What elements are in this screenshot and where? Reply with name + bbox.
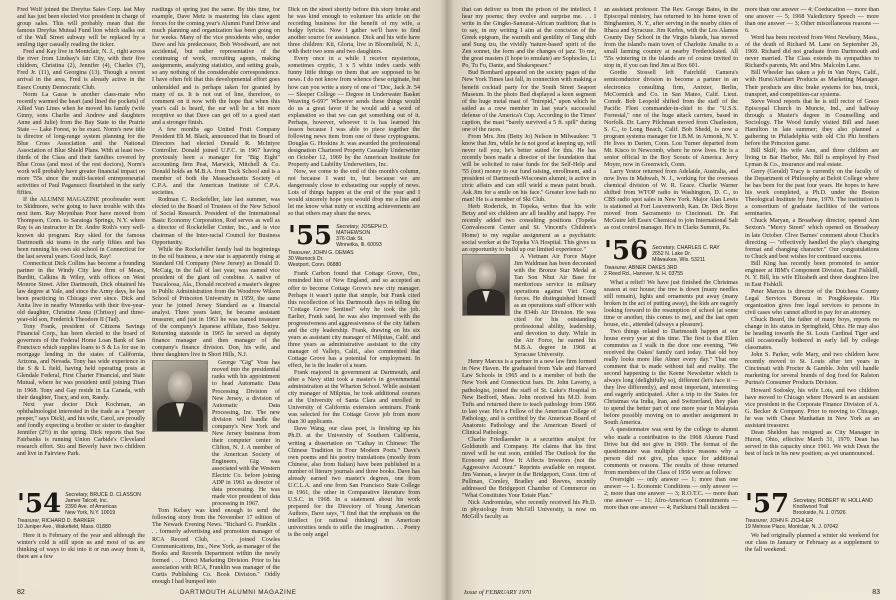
paragraph: Henry Marcus is a partner in a new law firm formed in New Haven. He graduated from Yale and Harvard Law Schools in 1965 and is a member of both the New York and Connecticut bars. Dr. John Laverty, a pathologist, joined the staff of St. Luke's Hospital in New Bedford, Mass. John received his M.D. from Tufts and returned there to teach pathology from 1966 to last year. He's a Fellow of the American College of Pathology, and is certified by the American Board of Anatomic Pathology and the American Board of Clinical Pathology. bbox=[462, 359, 596, 436]
paragraph: Larry Yestor returned from Adelaide, Australia, and now lives in Mahwah, N. J., working for the overseas chemical division of W. R. Grace. Charlie Warner shifted from WTOP radio in Washington, D. C., to CBS radio spot sales in New York. Major Alan Lewis is stationed at Fort Leavenworth, Kan. Dr. Dick Boye moved from Sacramento to Cincinnati. Dr. Pat McGuire left Essex Chemical to join International Salt as cost control manager. He's in Clarks Summit, Pa. bbox=[604, 169, 738, 232]
paragraph: Chuck Beard, the father of many boys, reports no change in his status in Springfield, Ohio. He may also be heading towards the St. Louis Cardinal Tiger and still occasionally bothered in early fall by college classmates. bbox=[745, 317, 879, 352]
page-number: 82 bbox=[17, 589, 25, 596]
paragraph: Gordie Stossell left Fairchild Camera's semiconductor division to become a partner in an electronics consulting firm, Anixter, Berlin, McCormick and Co. in San Mateo, Calif. Lieut. Comdr. Bob Leopold shifted from the staff of the Pacific Fleet commander-in-chief to the "U.S.S. Forrestal," one of the huge attack carriers, based in Norfolk. Dr. Larry Pilchman moved from Charleston, S. C., to Long Beach, Calif. Bob Shedd, is now a program systems manager for I.B.M. in Armonk, N. Y. He lives in Darien, Conn. Lou Turner departed from Mt. Kisco to Newcomb, where he now lives. He is a senior official in the Boy Scouts of America. Jerry Moyer, now in Greenwich, Conn. bbox=[604, 70, 738, 169]
address-line: Milwaukee, Wis. 53211 bbox=[652, 256, 706, 263]
right-column-2 bbox=[604, 7, 738, 592]
class-treasurer-info bbox=[17, 518, 145, 530]
address-line: James Talcott, Inc. bbox=[65, 498, 109, 504]
treasurer-address: 10 Juniper Ave., Wakefield, Mass. 01880 bbox=[17, 524, 111, 530]
paragraph: Norm La Gasse is another class-mate who recently warmed the heart (and lined the pockets) of Allied Van Lines when he moved his family (wife Ginny, sons Charlie and Andrew and daughters Anne and Julie) from the Bay State to the Prairie State — Lake Forest, to be exact. Norm's new title is director of long-range system planning for the Blue Cross Association and the National Association of Blue Shield Plans. With at least two-thirds of the Class and their families covered by Blue Cross (and most of the rest doctors), Norm's work will probably have greater financial impact on more '55s since the multi-faceted entrepreneurial activities of Paul Paganucci flourished in the early fifties. bbox=[17, 91, 145, 197]
portrait-photo bbox=[152, 360, 208, 432]
paragraph: Dave Wang, our class poet, is finishing up his Ph.D. at the University of Southern California, writing a dissertation on "Cathay in Chinese: The Chinese Tradition in Four Modern Poets." Dave's own poems and his poetry translations (mostly from Chinese, also from Italian) have been published in a number of literary journals and three books. Dave has already earned two master's degrees, one from U.C.L.A. and one from San Francisco State College in 1961, the other in Comparative literature from U.S.C. in 1968. In a statement about his work prepared for the Directory of Young American Authors, Dave says, "I find that the emphasis on the intellect (or rational thinking) in American universities tends to stifle the imagination. . . Poetry is the only angel bbox=[288, 426, 420, 539]
paragraph: Tony Frank, president of Citizens Savings Financial Corp., has been elected to the board of governors of the Federal Home Loan Bank of San Francisco which supplies loans to S & Ls for use in mortgage lending in the states of California, Arizona, and Nevada. Tony has wide experience in the S & L field, having held operating posts at Glendale Federal, First Charter Financial, and State Mutual, where he was president until joining Titan in 1968. Tony and Gay reside in La Canada, with their daughter, Tracy, and son, Randy. bbox=[17, 324, 145, 401]
paragraph: Bud Bombard appeared on the society pages of the New York Times last fall, in connection with making a benefit cocktail party for the South Street Seaport Museum. In the photo Bud displayed a keen segment of the huge metal mast of "Intrepid," upon which he sailed as a crew member in last year's successful defense of the America's Cup. According to the Times' caption, the mast "barely survived a 5 ft. spill" during one of the races. bbox=[462, 70, 596, 133]
secretary-name: JOSEPH D. MATHEWSON bbox=[336, 224, 389, 237]
secretary-name: BRUCE D. CLASSON bbox=[89, 492, 141, 498]
secretary-name: ROBERT W. HOLLAND bbox=[817, 498, 873, 504]
class-header bbox=[745, 490, 879, 519]
secretary-name: CHARLES C. RAY bbox=[676, 244, 720, 251]
paragraph: Word has been received from West Newbury, Mass., of the death of Richard M. Lane on September 26, 1969. Richard did not graduate from Dartmouth and never married. The Class extends its sympathies to Richard's parents, Mr. and Mrs. Malcolm Lane. bbox=[745, 35, 879, 70]
face-shape bbox=[476, 262, 496, 290]
paragraph: Frank majored in government at Dartmouth, and after a Navy stint took a master's in governmental administration at the Wharton School. While assistant city manager of Milpitas, he took additional courses at the University of Santa Clara and enrolled in University of California extension seminars. Frank was selected for the Cottage Grove job from more than 30 applicants. bbox=[288, 370, 420, 426]
class-secretary-info bbox=[336, 224, 420, 248]
class-year: '55 bbox=[288, 221, 333, 252]
secretary-label: Secretary, bbox=[793, 498, 817, 504]
paragraph: Chuck Maryan, a Broadway director, opened Ann Sexton's "Mercy Street" which opened on Broadway in late October. Clive Barnes' comment about Chuck's directing — "effectively handled the play's changing format and changing character." Our congratulations to Chuck and best wishes for continued success. bbox=[745, 218, 879, 260]
class-57-block bbox=[745, 490, 879, 590]
paragraph: Fred Wolf joined the Dreyfus Sales Corp. last May and has just been elected vice president in charge of group sales. This will probably mean that the famous Dreyfus Mutual Fund lion which stalks out of the Wall Street subway will be replaced by a smiling tiger casually reading the ticker. bbox=[17, 7, 145, 49]
paragraph: Rodman C. Rockefeller, late last summer, was elected to the Board of Trustees of the New School of Social Research. President of the International Basic Economy Corporation, Rod serves as well as a director of Rockefeller Center, Inc., and is vice chairman of the Inter-racial Council for Business Opportunity. bbox=[152, 197, 280, 246]
paragraph: Next year doctor Dick Kochman, an ophthalmologist interested in the trade as a "peeper peeper," says Dick), and his wife, Carol, are proudly and fondly expecting a brother or sister to daughter Jennifer (2½) in the spring. Dick reports that Sue Fairbanks is running Union Carbide's Cleveland research effort. Stu and Beverly have two children and live in Fairview Park. bbox=[17, 401, 145, 457]
secretary-label: Secretary, bbox=[336, 224, 360, 231]
voss-block bbox=[152, 360, 280, 508]
paragraph: If the ALUMNI MAGAZINE proofreader went to Skidmore, we're going to have trouble with this next item. Ray Moynihan Poor have moved from Thompson, Conn. to Saratoga Springs, N.Y. where Ray is an instructor in Dr. Andre Roth's very well-known ski program. Ray skied for the famous Dartmouth ski teams in the early fifties and has been running his own ski school in Connecticut for the last several years. Good luck, Ray! bbox=[17, 197, 145, 260]
paragraph: Every once in a while I receive mysterious, sometimes cryptic, 3 x 5 white index cards with funny little things on them that are supposed to be news. I do not know from whence these originate, but how can you write a story of one of "Doc, Jack Jr. 54 — Sleeper College — Degree in Underwater Basket Weaving 6-69?" Whoever sends these things would do us a great favor if he would add a word of explanation so that we can get something out of it. Perhaps, however, whoever it is has learned his lesson because I was able to piece together the following news item from one of these cryptograms. Douglas G. Hoskins Jr. was awarded the professional designation Chartered Property Casualty Underwriter on October 12, 1969 by the American Institute for Property and Liability Underwriters, Inc. bbox=[288, 56, 420, 169]
paragraph: Peter Marcus is director of the Dutchess County Legal Services Bureau in Poughkeepsie. His organization gives free legal services to persons in civil cases who cannot afford to pay for an attorney. bbox=[745, 288, 879, 317]
treasurer-name: RICHARD D. BARKER bbox=[41, 518, 95, 524]
address-line: 2390 Ave. of Americas bbox=[65, 504, 117, 510]
paragraph: Bill Wheeler has taken a job in Van Nuys, Calif., with Hurst/Airheart Products as Marketing Manager. Their products are disc brake systems for bus, truck, transport, and competition-car systems. bbox=[745, 70, 879, 98]
issue-label: Issue of FEBRUARY 1970 bbox=[464, 589, 532, 596]
paragraph: Dean Sheldon has resigned as City Manager in Huron, Ohio, effective March 31, 1970. Dean has served in this capacity since 1961. We wish Dean the best of luck in his new position; as yet unannounced. bbox=[745, 429, 879, 457]
treasurer-label: Treasurer, bbox=[17, 518, 41, 524]
treasurer-address: 2 Reed Rd., Hanover, N. H. 03755 bbox=[604, 270, 684, 277]
class-secretary-info bbox=[652, 245, 720, 263]
right-column-1 bbox=[462, 7, 596, 592]
paragraph: Oversight — only answer — 1; more than one answer — 1. Economic Conditions — only answer — 2; more than one answer — 3; R.O.T.C. — more than one answer — 11; Afro-American Commitments — more than one answer — 4; Parkhurst Hall incident — bbox=[604, 476, 738, 511]
treasurer-label: Treasurer, bbox=[604, 264, 628, 271]
paragraph: A questionnaire was sent by the college to alumni who made a contribution to the 1968 Alumni Fund Drive but did not give in 1969. The format of the questionnaire was multiple choice reasons why a person did not give, plus space for additional comments or reasons. The results of those returned from members of the Class of 1956 were as follows: bbox=[604, 427, 738, 476]
class-54-block bbox=[17, 490, 145, 590]
paragraph: rustlings of spring just the same. By this time, for example, Dave Metz is mastering his class agent forces for the coming year's Alumni Fund Drive and much planning and organization has been going on for weeks. Many of the vice presidents who, under Dave and his predecessor, Bob Woodward, are not accidental, but rather representative of the continuing of work, recruiting agents, making assignments, analyzing statistics, and setting goals, so any nothing of the considerable correspondence. I have often felt that this developmental effort goes unheralded and is perhaps taken for granted by many of us. It is not out of line, therefore, to comment on it now with the hope that when this year's call is heard, the ear will be a bit more receptive so that Dave can get off to a good start and a stronger finish. bbox=[152, 7, 280, 126]
treasurer-address: Westport, Conn. 06880 bbox=[288, 262, 342, 269]
paragraph: What a relief! We have just finished the Christmas season at our house; the tree is down (many needles still remain), lights and ornaments put away (many broken in the act of putting away), the kids are eagerly looking forward to the resumption of school (at some time or another, this comes to me), and the last open house, etc., attended (always a pleasure). bbox=[604, 279, 738, 328]
paragraph: Howard Sodosky, his wife Lois, and two children have moved to Chicago where Howard is an assistant vice president in the Corporate Finance Division of A. G. Becker & Company. Prior to moving to Chicago, he was with Chase Manhattan in New York as an assistant treasurer. bbox=[745, 387, 879, 429]
paragraph: Bill King has recently been promoted to senior engineer at IBM's Component Division, East Fishkill, N. Y. Bill, his wife Elizabeth and three daughters live in East Fishkill. bbox=[745, 260, 879, 288]
paragraph: A few months ago United Fruit Company President Eli M. Black, announced that its Board of Directors had elected Donald R. McIntyre Controller. Donald joined U.F.C. in 1967 having previously been a manager for "Big Eight" accounting firm Peat, Marwick, Mitchell & Co. Donald holds an M.B.A. from Tuck School and is a member of both the Massachusetts Society of C.P.A. and the American Institute of C.P.A. societies. bbox=[152, 126, 280, 197]
treasurer-name: JOHN G. DEMAS bbox=[312, 250, 354, 257]
secretary-label: Secretary, bbox=[65, 492, 89, 498]
class-header bbox=[288, 221, 420, 252]
left-page bbox=[0, 0, 446, 600]
paragraph: From Mrs. Jim (Betty Jo) Nelson in Milwaukee: "I know that Jim, while he is not good at keeping up, will never tell you; he's better suited for this. He has recently been made a director of the foundation that will be solicited to raise funds for the Self-Help and '55 (not) money to our fund raising, enrollment, and a president of Dartmouth-Wisconsin alumni; is active in civic affairs and can still wield a mean paint brush. Ask Jim for a smile on his face." Greater love hath no man! He is a member of Ski Club. bbox=[462, 133, 596, 204]
treasurer-name: JOHN F. ZICHLER bbox=[769, 518, 813, 524]
paragraph: Steve Wood reports that he is still rector of Grace Episcopal Church in Muncie, Ind., and halfway through a Master's degree in Counselling and Sociology. The Wood family visited Bill and Janet Hamilton in late summer; they also planned a gathering in Philadelphia with old Chi Phi brothers before the Princeton game. bbox=[745, 98, 879, 147]
paragraph: Charlie Friedlaender is a securities analyst for Goldsmith and Company. He claims that his first novel will be out soon, entitled The Outlook for the Economy and How It Affects Investors (not the Aggressive Account." Reprints available on request. Jim Vannan, a lawyer in the Bridgeport, Conn. firm of Pullman, Comley, Bradley and Reeves, recently addressed the Bridgeport Chamber of Commerce on "What Constitutes Your Estate Plan." bbox=[462, 436, 596, 500]
address-line: 376 Oak St. bbox=[336, 236, 364, 243]
class-year: '54 bbox=[17, 490, 62, 519]
left-column-2 bbox=[152, 7, 280, 592]
paragraph: Tom Kelsey was kind enough to send the following story from the November 17 edition of The Newark Evening News. "Richard G. Franklin . . . formerly advertising and promotion manager of RCA Record Club, . . . joined Cowles Communications, Inc., New York, as manager of the Books and Records Department within the newly formed . . . Direct Marketing Division. Prior to his association with RCA, Franklin was manager of the Curtis Publishing Co. Book Division." Oddly enough I had bumped into bbox=[152, 508, 280, 585]
paragraph: Frank Carbon found that Cottage Grove, Ore., reminded him of New England, and so accepted an offer to become Cottage Grove's new city manager. Perhaps it wasn't quite that simple, but Frank cited this recollection of his Dartmouth days in telling the "Cottage Grove Sentinel" why he took the job. Earlier, Frank said, he was also impressed with the progressiveness and aggressiveness of the city fathers and the city leadership. Frank, drawing on his six years as assistant city manager of Milpitas, Calif. and three years as administrative assistant to the city manager of Vallejo, Calif., also commented that Cottage Grove has a potential for employment. In effect, he is the leader of a team. bbox=[288, 271, 420, 370]
paragraph: Two things related to Dartmouth happen at our house every year at this time. The first is that Ellen commutes as I walk in the door one evening, "We received the Oakes' family card today. That old boy really looks more like Abner every day." That one comment that is made without fail and reality. The second happening is the Keene Newsletter which is always long (delightfully so), different (let's face it — they live differently), and most important, interesting and eagerly anticipated. After a trip to the States for Christmas via India, Iran, and Switzerland, they plan to spend the better part of one more year in Malaysia before possibly moving on to another assignment in South America. bbox=[604, 328, 738, 427]
paragraph: Herb Roderick, in Topeka, writes that his wife Betsy and six children are all healthy and happy. I've recently added two consulting positions (Topeka Convalescent Center and St. Vincent's Children's Home) to my regular assignment as a psychiatric social worker at the Topeka VA Hospital. This gives us an opportunity to build up our limited experience." bbox=[462, 204, 596, 253]
paragraph: We had originally planned a winter ski weekend for our class in January or February as a supplement to the fall weekend. bbox=[745, 533, 879, 554]
class-secretary-info bbox=[793, 498, 873, 516]
page-number: 83 bbox=[872, 589, 880, 596]
paragraph: an assistant professor. The Rev. George Bates, in the Episcopal ministry, has returned to his home town of Binghamton, N. Y., after serving in the nearby cities of Ithaca and Syracuse. Jim Kerbis, with the Los Alamos County Day School in the Virgin Islands, has moved from the island's main town of Charlotte Amalie to a small farming country at nearby Fredericksted. All '55s wintering in the islands are of course invited to stop in, if you can find Jim at Box 601. bbox=[604, 7, 738, 70]
paragraph: John S. Parker, wife Mary, and two children have recently moved to St. Louis after ten years in Cincinnati with Procter & Gamble. John will handle marketing for several brands of dog food for Ralston Purina's Consumer Products Division. bbox=[745, 352, 879, 387]
address-line: Knollwood Trail bbox=[793, 504, 829, 510]
address-line: Brookside, N. J. 07926 bbox=[793, 510, 846, 516]
paragraph: Nick Andromidas, who recently received his Ph.D. in physiology from McGill University, is now on McGill's faculty as bbox=[462, 500, 596, 521]
portrait-photo bbox=[462, 254, 510, 316]
treasurer-address: 30 Warnock Dr. bbox=[288, 256, 324, 263]
paragraph: Connecticut Dick Collins has become a founding partner in the Windy City law firm of Mears, Burditt, Calkins & Wiley, with offices on West Monroe Street. After Dartmouth, Dick obtained his law degree at Yale, and since the Army days, he has been practicing in Chicago ever since. Dick and Anita live in nearby Winnetka with their five-year-old daughter, Christine Anna (Chrissy) and three-year-old son, Frederick Theodore II (Tad). bbox=[17, 260, 145, 324]
paragraph: Gerry (Gerald) Tracy is currently on the faculty of the Department of Philosophy at Beloit College where he has been for the past four years. He hopes to have his work completed, a Ph.D. under the Boston Theological Institute by June, 1970. The institution is a consortium of graduate facilities of the various seminaries. bbox=[745, 169, 879, 218]
paragraph: A Vietnam Air Force Major Jim Waldman has been decorated with the Bronze Star Medal at Tan Son Nhut Air Base for meritorious service in military operations against Viet Cong forces. He distinguished himself as an operations staff officer with the 834th Air Division. He was cited for his outstanding professional ability, leadership, and devotion to duty. While in the Air Force, he earned his M.B.A. degree in 1968 at Syracuse University. bbox=[514, 253, 596, 359]
treasurer-label: Treasurer, bbox=[745, 518, 769, 524]
paragraph: that can deliver us from the prison of the intellect. I hear my poems; they evolve and surprise me. . . I write in the Gingko-Samurai-African tradition; that is to say, in my writing I aim at the concision of the Greek epigram, the warmth and gentility of Tang shih and Sung tzu, the vividly 'nature-based' spirit of the Zen sonnet, the form and the changes of jazz. To me, the great masters (I hope to emulate) are Sophocles, Li Po, Tu Fu, Dante, and Shakespeare." bbox=[462, 7, 596, 70]
paragraph: George "Gig" Voss has moved into the presidential ranks with his appointment to head Automatic Data Processing Division of New Jersey, a division of Automatic Data Processing, Inc. The new division will handle the company's New York and New Jersey business from their computer center in Clifton, N. J. A member of the American Society of Engineers, Gig was associated with the Western Electric Co. before joining ADP in 1961 as director of data processing. He was made vice president of data processing in 1967. bbox=[212, 360, 280, 508]
class-treasurer-info bbox=[288, 250, 420, 268]
portrait-image bbox=[462, 254, 510, 316]
portrait-image bbox=[152, 360, 208, 432]
paragraph: Dick on the street shortly before this story broke and he was kind enough to volunteer his article on the recording business for the benefit of my wife, a budgy lyricist. Now I gather we'll have to find another source for assistance. Dick and his wife have three children: Kit, Gloria, live in Bloomfield, N. J., with their two sons and two daughters. bbox=[288, 7, 420, 56]
treasurer-label: Treasurer, bbox=[288, 250, 312, 257]
paragraph: While the Rockefeller family had its beginnings in the oil business, a new star is apparently rising at Standard Oil Company (New Jersey) as Donald D. McCaig, in the fall of last year, was named vice president of the giant oil combine. A native of Tuscaloosa, Ala., Donald received a master's degree in Public Administration from the Woodrow Wilson School of Princeton University in 1959, the same year he joined Jersey Standard as a financial analyst. Three years later, he became assistant treasurer, and just in 1963 he was named treasurer of the company's Japanese affiliate, Esso Sekiyu. Returning stateside in 1965 he served as deputy finance manager and then manager of the company's finance division. Don, his wife, and three daughters live in Short Hills, N.J. bbox=[152, 246, 280, 359]
right-page bbox=[446, 0, 896, 600]
secretary-label: Secretary, bbox=[652, 244, 676, 251]
address-line: Winnetka, Ill. 60093 bbox=[336, 242, 382, 249]
class-treasurer-info bbox=[745, 518, 879, 530]
paragraph: Here it is February of the year and although the winter's cold is still upon us and most of us are thinking of ways to ski into it or run away from it, there are a few bbox=[17, 533, 145, 561]
waldman-block bbox=[462, 254, 596, 360]
magazine-title: DARTMOUTH ALUMNI MAGAZINE bbox=[180, 589, 297, 596]
address-line: 2652 N. Lake Dr. bbox=[652, 250, 692, 257]
address-line: New York, N.Y. 10019 bbox=[65, 510, 116, 516]
class-treasurer-info bbox=[604, 265, 738, 277]
treasurer-name: ABNER OAKES 3RD bbox=[628, 264, 678, 271]
left-column-3 bbox=[288, 7, 420, 592]
class-header bbox=[604, 235, 738, 266]
class-year: '57 bbox=[745, 490, 790, 519]
class-year: '56 bbox=[604, 235, 649, 266]
paragraph: Bill Skiff, his wife Ann, and three children are living in Bar Harbor, Me. Bill is employed by Fred Lyman & Co., insurance and real estate. bbox=[745, 147, 879, 169]
treasurer-address: 19 Melrose Place, Montclair, N. J. 07042 bbox=[745, 524, 839, 530]
class-header bbox=[17, 490, 145, 519]
face-shape bbox=[168, 370, 192, 402]
paragraph: Fred and Kay live in Montclair, N. J., right across the river from Lindsay's fair City, with their five children, Christina (2), Jennifer (4), Charles (7), Fred Jr. (11), and Georgina (13). Though a recent arrival in the area, Fred is already active in the Essex County Democratic Club. bbox=[17, 49, 145, 91]
class-secretary-info bbox=[65, 492, 141, 516]
paragraph: more than one answer — 4; Coeducation — more than one answer — 5; 1968 Valedictory Speech — more than one answer — 3; Other miscellaneous reasons — 6. bbox=[745, 7, 879, 35]
paragraph: Now, we come to the end of this month's column, not because I want to, but because we are dangerously close to exhausting our supply of news. Lots of things happen at the end of the year and I would sincerely hope you would drop me a line and let me know what nutty or exciting achievements are so that others may share the news. bbox=[288, 169, 420, 218]
